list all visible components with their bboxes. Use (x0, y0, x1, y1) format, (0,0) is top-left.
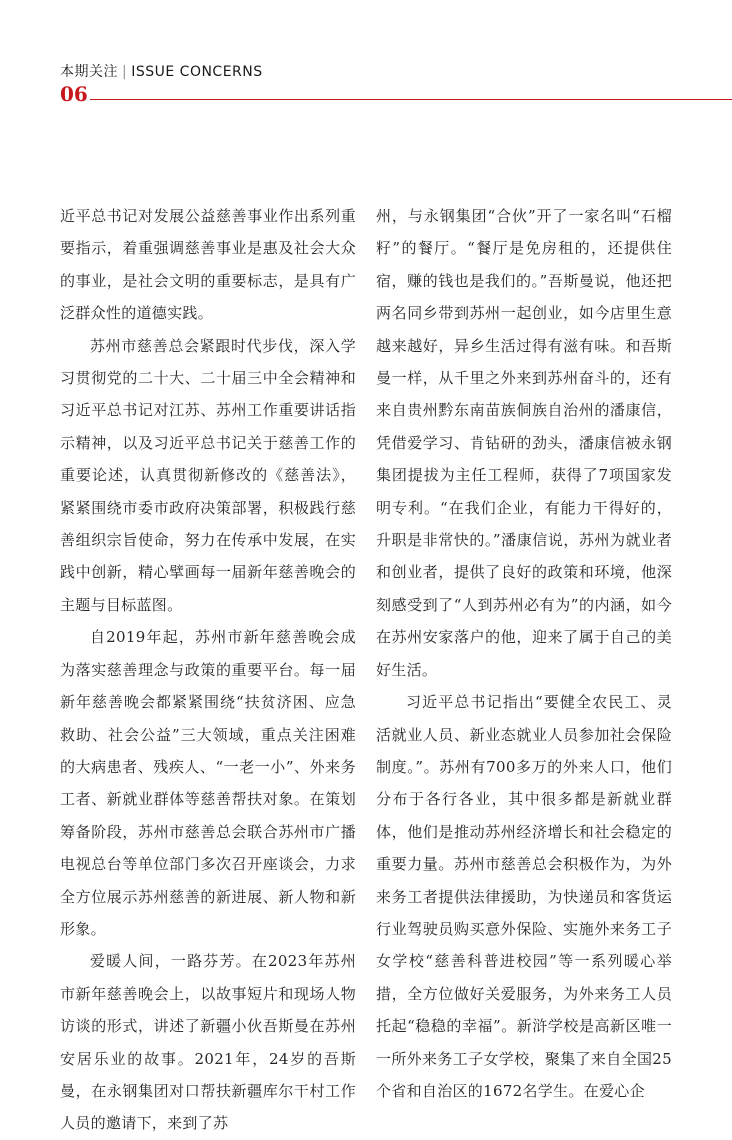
section-title-en: ISSUE CONCERNS (131, 64, 263, 80)
section-title (60, 62, 732, 82)
right-column (376, 200, 672, 1107)
paragraph: 自2019年起，苏州市新年慈善晚会成为落实慈善理念与政策的重要平台。每一届新年慈善晚会都紧紧围绕“扶贫济困、应急救助、社会公益”三大领域，重点关注困难的大病患者、残疾人、“一老一小”、外来务工者、新就业群体等慈善帮扶对象。在策划筹备阶段，苏州市慈善总会联合苏州市广播电视总台等单位部门多次召开座谈会，力求全方位展示苏州慈善的新进展、新人物和新形象。 (60, 628, 356, 938)
title-separator: | (122, 64, 128, 80)
page-header (60, 62, 732, 108)
left-column (60, 200, 356, 1140)
page-number: 06 (60, 82, 88, 106)
paragraph: 近平总书记对发展公益慈善事业作出系列重要指示，着重强调慈善事业是惠及社会大众的事业，是社会文明的重要标志，是具有广泛群众性的道德实践。 (60, 207, 356, 323)
section-title-cn: 本期关注 (60, 64, 118, 80)
header-rule (90, 99, 732, 100)
paragraph: 爱暖人间，一路芬芳。在2023年苏州市新年慈善晚会上，以故事短片和现场人物访谈的形式，讲述了新疆小伙吾斯曼在苏州安居乐业的故事。2021年，24岁的吾斯曼，在永钢集团对口帮扶新疆库尔干村工作人员的邀请下，来到了苏 (60, 952, 356, 1133)
paragraph: 苏州市慈善总会紧跟时代步伐，深入学习贯彻党的二十大、二十届三中全会精神和习近平总书记对江苏、苏州工作重要讲话指示精神，以及习近平总书记关于慈善工作的重要论述，认真贯彻新修改的《慈善法》，紧紧围绕市委市政府决策部署，积极践行慈善组织宗旨使命，努力在传承中发展，在实践中创新，精心擘画每一届新年慈善晚会的主题与目标蓝图。 (60, 336, 356, 614)
paragraph: 习近平总书记指出“要健全农民工、灵活就业人员、新业态就业人员参加社会保险制度。”。苏州有700多万的外来人口，他们分布于各行各业，其中很多都是新就业群体，他们是推动苏州经济增长和社会稳定的重要力量。苏州市慈善总会积极作为，为外来务工者提供法律援助，为快递员和客货运行业驾驶员购买意外保险、实施外来务工子女学校“慈善科普进校园”等一系列暖心举措，全方位做好关爱服务，为外来务工人员托起“稳稳的幸福”。新浒学校是高新区唯一一所外来务工子女学校，聚集了来自全国25个省和自治区的1672名学生。在爱心企 (376, 693, 672, 1100)
page-number-row (60, 82, 732, 108)
paragraph: 州，与永钢集团“合伙”开了一家名叫“石榴籽”的餐厅。“餐厅是免房租的，还提供住宿，赚的钱也是我们的。”吾斯曼说，他还把两名同乡带到苏州一起创业，如今店里生意越来越好，异乡生活过得有滋有味。和吾斯曼一样，从千里之外来到苏州奋斗的，还有来自贵州黔东南苗族侗族自治州的潘康信，凭借爱学习、肯钻研的劲头，潘康信被永钢集团提拔为主任工程师，获得了7项国家发明专利。“在我们企业，有能力干得好的，升职是非常快的。”潘康信说，苏州为就业者和创业者，提供了良好的政策和环境，他深刻感受到了“人到苏州必有为”的内涵，如今在苏州安家落户的他，迎来了属于自己的美好生活。 (376, 207, 672, 679)
